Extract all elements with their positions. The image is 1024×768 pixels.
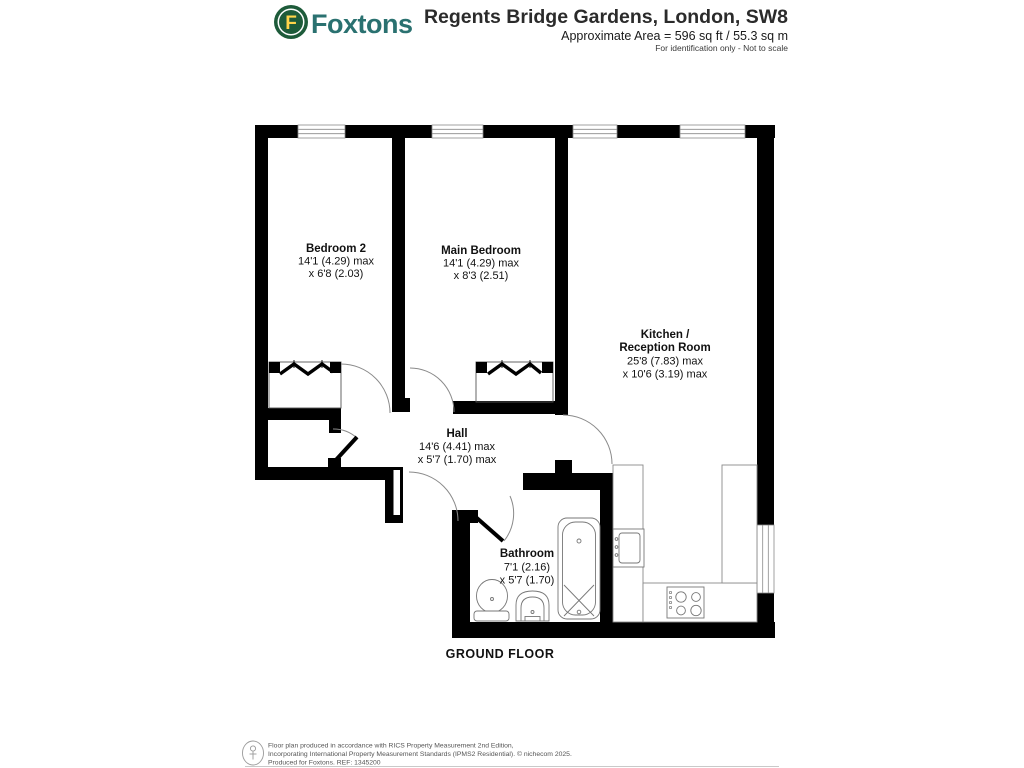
footer-line-2: Incorporating International Property Measurement Standards (IPMS2 Residential). © nichecom 2025. (268, 751, 572, 758)
svg-text:x 5'7 (1.70) max: x 5'7 (1.70) max (417, 454, 497, 466)
wall-bedroom-divider (392, 138, 405, 412)
svg-text:14'1 (4.29) max: 14'1 (4.29) max (297, 255, 375, 268)
counter-right (722, 465, 757, 583)
window-bedroom2 (298, 125, 345, 138)
door-arc-kitchen (563, 415, 612, 464)
brand-wordmark: Foxtons (311, 9, 413, 39)
label-kitchen-reception (619, 329, 710, 381)
kitchen-fixtures (613, 465, 757, 622)
svg-text:Main Bedroom: Main Bedroom (441, 245, 521, 257)
wall-top-3 (483, 125, 573, 138)
footer-line-1: Floor plan produced in accordance with RICS Property Measurement 2nd Edition, (268, 742, 514, 750)
svg-text:x 8'3 (2.51): x 8'3 (2.51) (453, 270, 509, 282)
wall-kitchen-west (555, 138, 568, 415)
wall-right-upper (757, 125, 774, 525)
wall-kitchen-west-stub (555, 460, 572, 474)
wardrobe-mainbedroom-icon (476, 360, 553, 402)
svg-text:Hall: Hall (446, 428, 468, 440)
footer-line-3: Produced for Foxtons. REF: 1345200 (268, 759, 381, 767)
page-title: Regents Bridge Gardens, London, SW8 (423, 6, 788, 28)
svg-text:14'6 (4.41) max: 14'6 (4.41) max (418, 441, 496, 453)
svg-text:Bedroom 2: Bedroom 2 (305, 243, 367, 255)
svg-text:x 10'6 (3.19) max: x 10'6 (3.19) max (622, 368, 708, 381)
label-bedroom2 (298, 243, 375, 280)
door-leaf-cupboard (335, 437, 357, 461)
wall-bedroom-divider-foot (392, 398, 410, 412)
door-hinge-cupboard (328, 458, 341, 467)
label-hall (418, 428, 497, 466)
svg-text:Bathroom: Bathroom (499, 548, 555, 560)
door-arc-bedroom2 (341, 364, 390, 413)
wall-left (255, 125, 268, 480)
footer-text (268, 743, 572, 767)
svg-text:x 6'8 (2.03): x 6'8 (2.03) (308, 268, 364, 280)
window-mainbedroom (432, 125, 483, 138)
label-bathroom (500, 548, 555, 587)
floor-label: GROUND FLOOR (445, 647, 555, 661)
wall-top-4 (617, 125, 680, 138)
door-leaf-bathroom (470, 512, 503, 541)
footer (243, 741, 780, 767)
wall-right-lower (757, 593, 774, 638)
foxtons-logo-icon (274, 5, 308, 39)
wall-mainbedroom-south (453, 401, 568, 414)
hob-icon (667, 587, 704, 618)
wall-bathroom-west (452, 510, 470, 638)
wardrobes (269, 360, 553, 408)
svg-text:14'1 (4.29) max: 14'1 (4.29) max (442, 257, 520, 270)
window-kitchen-2 (680, 125, 745, 138)
label-mainbedroom (441, 245, 521, 282)
bathtub-icon (558, 518, 600, 619)
wall-bottom (452, 622, 775, 638)
svg-text:7'1 (2.16): 7'1 (2.16) (503, 561, 551, 574)
window-kitchen-1 (573, 125, 617, 138)
door-arc-bathroom (504, 496, 514, 541)
wardrobe-bedroom2-icon (269, 360, 341, 408)
wall-hall-south (255, 467, 403, 480)
scale-note: For identification only - Not to scale (655, 43, 788, 53)
approximate-area: Approximate Area = 596 sq ft / 55.3 sq m (561, 29, 788, 43)
wall-bathroom-north (523, 473, 613, 490)
svg-text:Kitchen /: Kitchen / (640, 329, 690, 341)
svg-text:x 5'7 (1.70): x 5'7 (1.70) (499, 574, 555, 587)
logo-letter: F (285, 13, 297, 34)
basin-icon (516, 591, 549, 621)
door-arc-mainbedroom (410, 368, 454, 412)
svg-text:Reception Room: Reception Room (619, 342, 711, 354)
nichecom-person-icon (243, 741, 264, 765)
header (274, 5, 788, 53)
window-kitchen-east (757, 525, 774, 593)
svg-text:25'8 (7.83) max: 25'8 (7.83) max (626, 355, 704, 368)
wall-bathroom-east (600, 473, 613, 622)
door-leaf-entry (394, 470, 401, 515)
wall-top-2 (345, 125, 432, 138)
door-arc-entry (409, 472, 458, 521)
kitchen-sink-icon (613, 529, 644, 567)
wall-bedroom2-south (255, 408, 341, 420)
